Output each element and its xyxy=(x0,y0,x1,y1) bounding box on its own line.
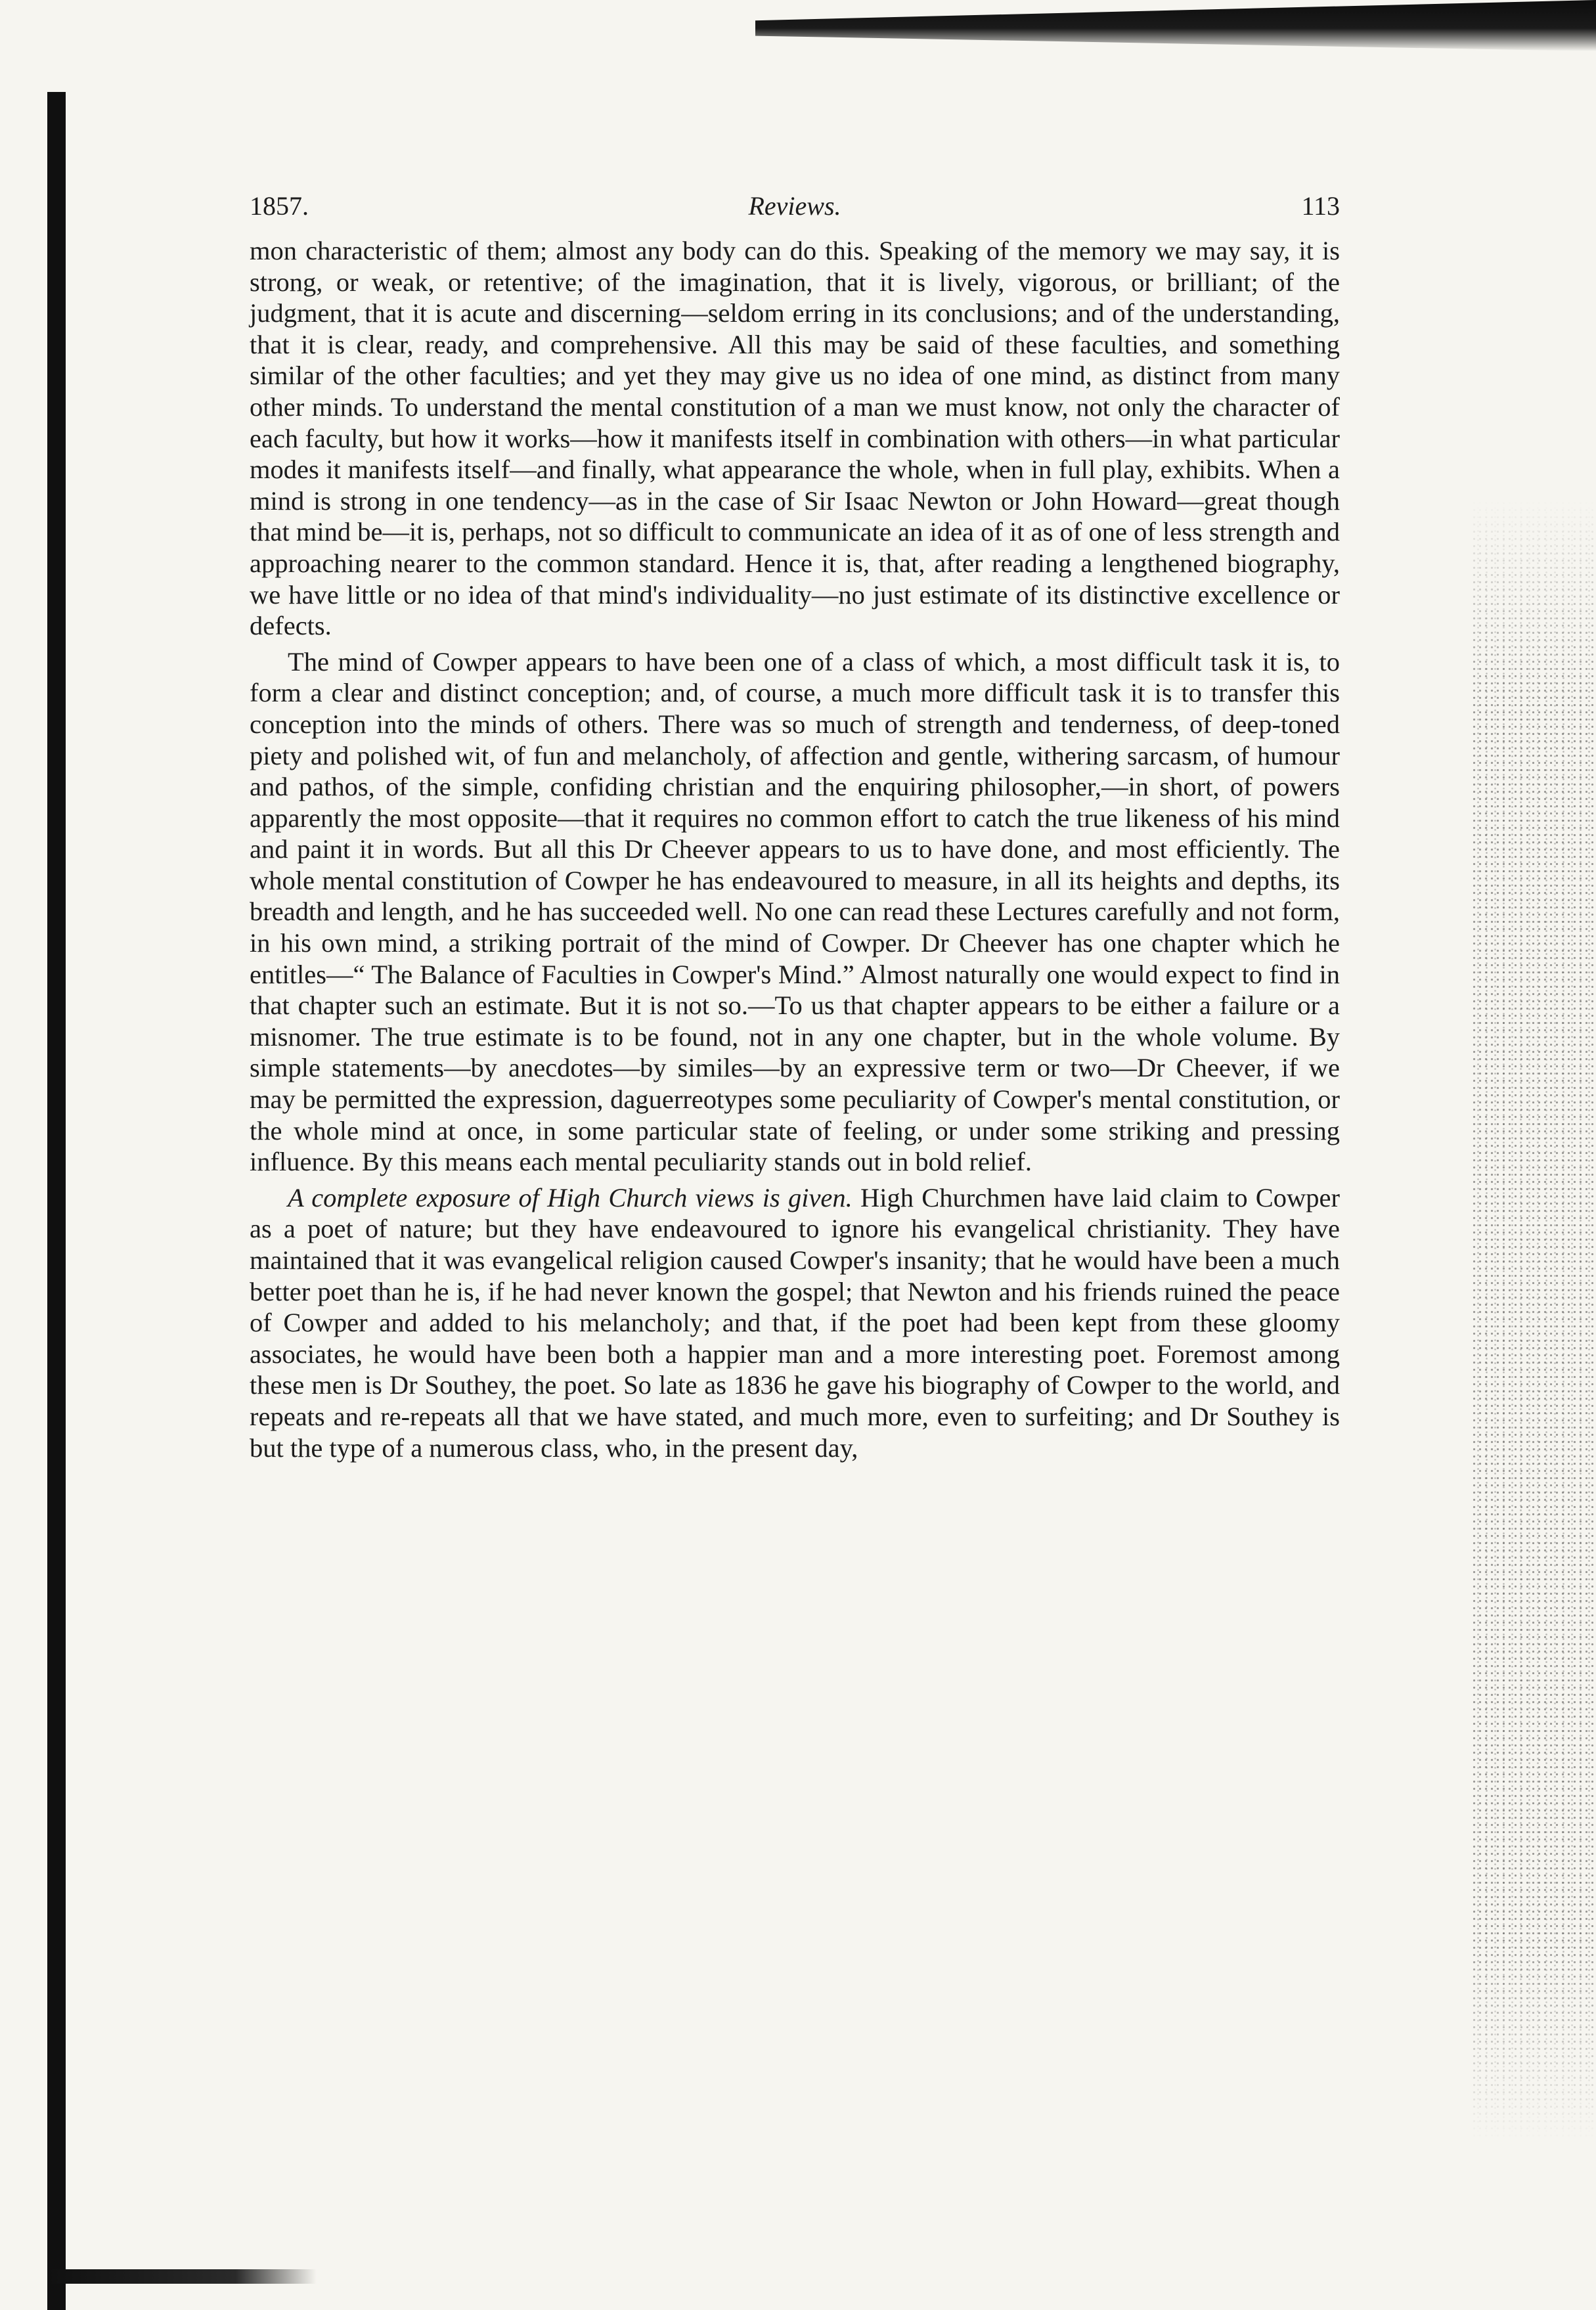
scan-bottom-shadow xyxy=(47,2269,317,2284)
paragraph-text: mon characteristic of them; almost any body can do this. Speaking of the memory we may say, it is strong, or weak, or retentive; of the imagination, that it is lively, vigorous, or brilliant; of the judgment, that it is acute and discerning—seldom erring in its conclusions; and of the understanding, that it is clear, ready, and comprehensive. All this may be said of these faculties, and something similar of the other faculties; and yet they may give us no idea of one mind, as distinct from many other minds. To understand the mental constitution of a man we must know, not only the character of each faculty, but how it works—how it manifests itself in combination with others—in what particular modes it manifests itself—and finally, what appearance the whole, when in full play, exhibits. When a mind is strong in one tendency—as in the case of Sir Isaac Newton or John Howard—great though that mind be—it is, perhaps, not so difficult to communicate an idea of it as of one of less strength and approaching nearer to the common standard. Hence it is, that, after reading a lengthened biography, we have little or no idea of that mind's individuality—no just estimate of its distinctive excellence or defects. xyxy=(250,236,1340,641)
scan-binding-shadow xyxy=(47,92,66,2310)
page-number: 113 xyxy=(1301,191,1340,221)
scan-noise xyxy=(1471,499,1596,2141)
paragraph-lead: A complete exposure of High Church views is given. xyxy=(288,1182,853,1212)
paragraph xyxy=(250,1182,1340,1463)
running-head xyxy=(250,190,1340,231)
paragraph xyxy=(250,235,1340,642)
document-page xyxy=(250,190,1340,1463)
running-head-year: 1857. xyxy=(250,191,309,221)
paragraph xyxy=(250,646,1340,1178)
paragraph-text: High Churchmen have laid claim to Cowper as a poet of nature; but they have endeavoured to ignore his evangelical christianity. They have maintained that it was evangelical religion caused Cowper's insanity; that he would have been a much better poet than he is, if he had never known the gospel; that Newton and his friends ruined the peace of Cowper and added to his melancholy; and that, if the poet had been kept from these gloomy associates, he would have been both a happier man and a more interesting poet. Foremost among these men is Dr Southey, the poet. So late as 1836 he gave his biography of Cowper to the world, and repeats and re-repeats all that we have stated, and much more, even to surfeiting; and Dr Southey is but the type of a numerous class, who, in the present day, xyxy=(250,1182,1341,1463)
paragraph-text: The mind of Cowper appears to have been one of a class of which, a most difficult task it is, to form a clear and distinct conception; and, of course, a much more difficult task it is to transfer this conception into the minds of others. There was so much of strength and tenderness, of deep-toned piety and polished wit, of fun and melancholy, of affection and gentle, withering sarcasm, of humour and pathos, of the simple, confiding christian and the enquiring philosopher,—in short, of powers apparently the most opposite—that it requires no common effort to catch the true likeness of his mind and paint it in words. But all this Dr Cheever appears to us to have done, and most efficiently. The whole mental constitution of Cowper he has endeavoured to measure, in all its heights and depths, its breadth and length, and he has succeeded well. No one can read these Lectures carefully and not form, in his own mind, a striking portrait of the mind of Cowper. Dr Cheever has one chapter which he entitles—“ The Balance of Faculties in Cowper's Mind.” Almost naturally one would expect to find in that chapter such an estimate. But it is not so.—To us that chapter appears to be either a failure or a misnomer. The true estimate is to be found, not in any one chapter, but in the whole volume. By simple statements—by anecdotes—by similes—by an expressive term or two—Dr Cheever, if we may be permitted the expression, daguerreotypes some peculiarity of Cowper's mental constitution, or the whole mind at once, in some particular state of feeling, or under some striking and pressing influence. By this means each mental peculiarity stands out in bold relief. xyxy=(250,646,1340,1177)
body-text xyxy=(250,235,1340,1463)
scan-edge-shadow xyxy=(755,0,1596,51)
running-head-section: Reviews. xyxy=(748,191,841,221)
